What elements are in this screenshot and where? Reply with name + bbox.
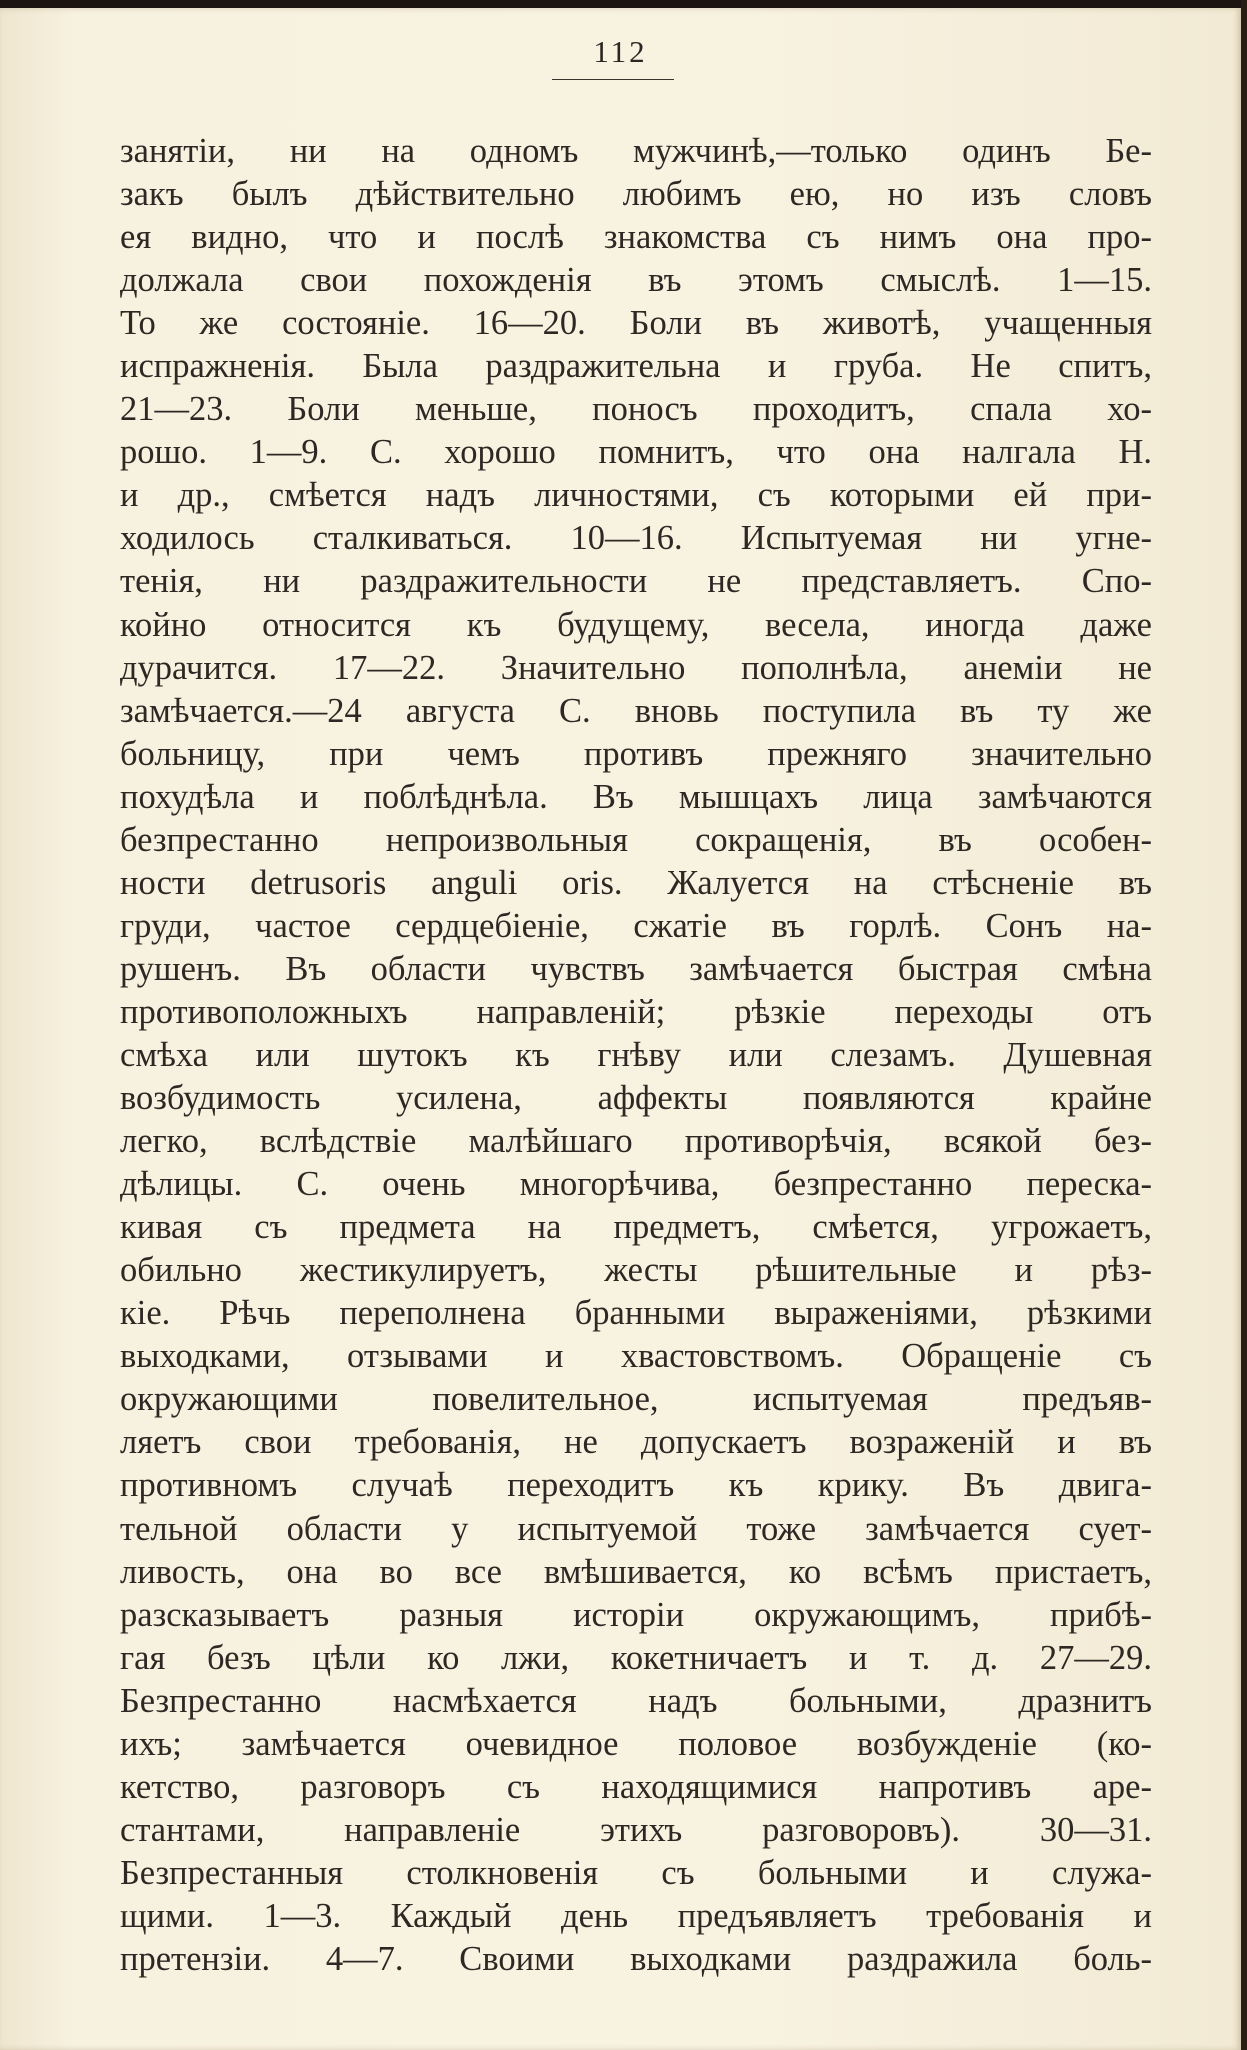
text-line: тенія, ни раздражительности не представляетъ. Спо- [120,562,1152,601]
text-line: ляетъ свои требованія, не допускаетъ возраженій и въ [120,1423,1152,1462]
text-line: кіе. Рѣчь переполнена бранными выраженіями, рѣзкими [120,1294,1152,1333]
text-line: ливость, она во все вмѣшивается, ко всѣмъ пристаетъ, [120,1552,1152,1591]
text-line: Безпрестанно насмѣхается надъ больными, дразнитъ [120,1681,1152,1720]
text-line: гая безъ цѣли ко лжи, кокетничаетъ и т. д. 27—29. [120,1638,1152,1677]
text-line: претензіи. 4—7. Своими выходками раздражила боль- [120,1939,1152,1978]
text-line: и др., смѣется надъ личностями, съ которыми ей при- [120,476,1152,515]
text-line: окружающими повелительное, испытуемая предъяв- [120,1380,1152,1419]
text-line: кетство, разговоръ съ находящимися напротивъ аре- [120,1767,1152,1806]
book-page [0,8,1241,2050]
text-line: груди, частое сердцебіеніе, сжатіе въ горлѣ. Сонъ на- [120,906,1152,945]
text-line: стантами, направленіе этихъ разговоровъ). 30—31. [120,1810,1152,1849]
text-line: противномъ случаѣ переходитъ къ крику. Въ двига- [120,1466,1152,1505]
text-line: легко, вслѣдствіе малѣйшаго противорѣчія, всякой без- [120,1122,1152,1161]
text-line: рошо. 1—9. С. хорошо помнитъ, что она налгала Н. [120,433,1152,472]
text-line: койно относится къ будущему, весела, иногда даже [120,605,1152,644]
text-line: должала свои похожденія въ этомъ смыслѣ. 1—15. [120,261,1152,300]
body-text [120,130,1152,1981]
text-line: рушенъ. Въ области чувствъ замѣчается быстрая смѣна [120,949,1152,988]
text-line: кивая съ предмета на предметъ, смѣется, угрожаетъ, [120,1208,1152,1247]
text-line: похудѣла и поблѣднѣла. Въ мышцахъ лица замѣчаются [120,777,1152,816]
text-line: смѣха или шутокъ къ гнѣву или слезамъ. Душевная [120,1035,1152,1074]
text-line: выходками, отзывами и хвастовствомъ. Обращеніе съ [120,1337,1152,1376]
text-line: испражненія. Была раздражительна и груба. Не спитъ, [120,347,1152,386]
page-edge [1241,0,1247,2050]
text-line: противоположныхъ направленій; рѣзкіе переходы отъ [120,992,1152,1031]
text-line: закъ былъ дѣйствительно любимъ ею, но изъ словъ [120,175,1152,214]
text-line: больницу, при чемъ противъ прежняго значительно [120,734,1152,773]
text-line: обильно жестикулируетъ, жесты рѣшительные и рѣз- [120,1251,1152,1290]
text-line: дѣлицы. С. очень многорѣчива, безпрестанно переска- [120,1165,1152,1204]
header-rule [552,79,674,80]
text-line: ности detrusoris anguli oris. Жалуется на стѣсненіе въ [120,863,1152,902]
text-line: ходилось сталкиваться. 10—16. Испытуемая ни угне- [120,519,1152,558]
text-line: дурачится. 17—22. Значительно пополнѣла, анеміи не [120,648,1152,687]
text-line: 21—23. Боли меньше, поносъ проходитъ, спала хо- [120,390,1152,429]
text-line: То же состояніе. 16—20. Боли въ животѣ, учащенныя [120,304,1152,343]
text-line: щими. 1—3. Каждый день предъявляетъ требованія и [120,1896,1152,1935]
text-line: возбудимость усилена, аффекты появляются крайне [120,1079,1152,1118]
text-line: ихъ; замѣчается очевидное половое возбужденіе (ко- [120,1724,1152,1763]
text-line: Безпрестанныя столкновенія съ больными и служа- [120,1853,1152,1892]
text-line: безпрестанно непроизвольныя сокращенія, въ особен- [120,820,1152,859]
text-line: занятіи, ни на одномъ мужчинѣ,—только одинъ Бе- [120,132,1152,170]
page-number: 112 [593,34,648,69]
text-line: тельной области у испытуемой тоже замѣчается сует- [120,1509,1152,1548]
text-line: ея видно, что и послѣ знакомства съ нимъ она про- [120,218,1152,257]
text-line: замѣчается.—24 августа С. вновь поступила въ ту же [120,691,1152,730]
text-line: разсказываетъ разныя исторіи окружающимъ, прибѣ- [120,1595,1152,1634]
